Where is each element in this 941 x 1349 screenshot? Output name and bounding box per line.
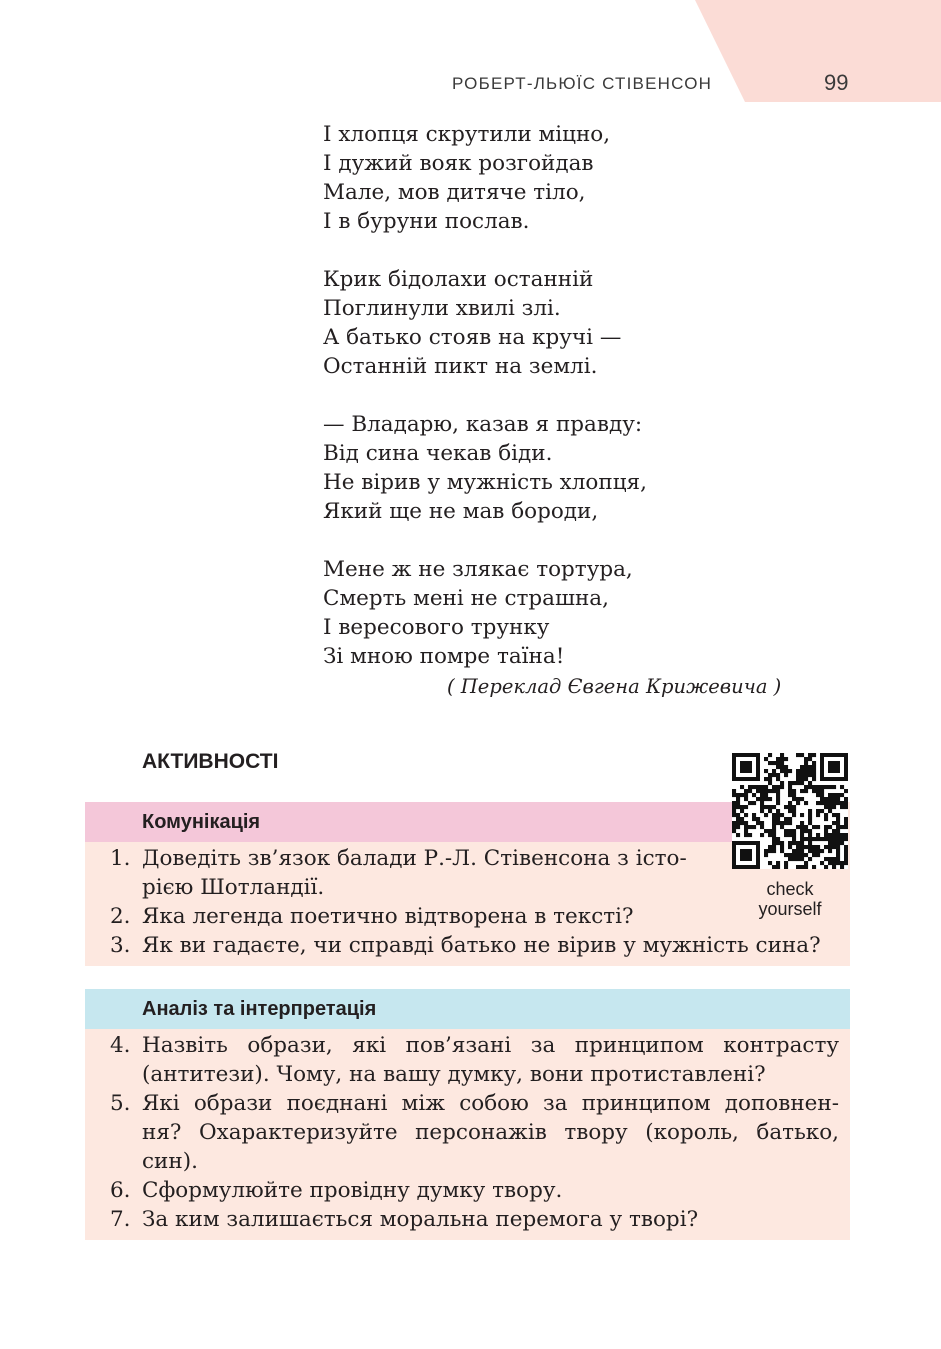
question-line: рією Шотландії. xyxy=(142,875,325,900)
question-line: (антитези). Чому, на вашу думку, вони протиставлені? xyxy=(142,1062,766,1087)
qr-code-icon[interactable] xyxy=(732,753,848,869)
question-line: Як ви гадаєте, чи справді батько не вірив у мужність сина? xyxy=(142,933,821,958)
stanza xyxy=(323,120,647,236)
stanza xyxy=(323,555,647,671)
page-number: 99 xyxy=(824,70,849,95)
poem-line: Поглинули хвилі злі. xyxy=(323,296,561,321)
qr-caption-line: check xyxy=(766,879,814,899)
question-line: син). xyxy=(142,1149,198,1174)
poem-line: Не вірив у мужність хлопця, xyxy=(323,470,647,495)
question-number: 3. xyxy=(110,933,131,958)
question-line: Назвіть образи, які пов’язані за принципом контрасту xyxy=(142,1033,839,1058)
poem-line: Який ще не мав бороди, xyxy=(323,499,599,524)
stanza xyxy=(323,410,647,526)
qr-caption xyxy=(731,879,849,919)
qr-caption-line: yourself xyxy=(758,899,822,919)
qr-code-block[interactable] xyxy=(731,753,849,919)
section-heading: Комунікація xyxy=(85,802,783,842)
question-item xyxy=(85,1031,850,1089)
poem-line: — Владарю, казав я правду: xyxy=(323,412,643,437)
question-line: Яка легенда поетично відтворена в тексті? xyxy=(142,904,634,929)
question-line: Сформулюйте провідну думку твору. xyxy=(142,1178,563,1203)
question-item xyxy=(85,1205,850,1234)
poem-line: Від сина чекав біди. xyxy=(323,441,553,466)
poem-line: Смерть мені не страшна, xyxy=(323,586,609,611)
poem xyxy=(323,120,647,700)
question-number: 1. xyxy=(110,846,131,871)
question-line: ня? Охарактеризуйте персонажів твору (король, батько, xyxy=(142,1120,839,1145)
question-line: За ким залишається моральна перемога у творі? xyxy=(142,1207,699,1232)
question-number: 7. xyxy=(110,1207,131,1232)
poem-line: Зі мною помре таїна! xyxy=(323,644,565,669)
question-item xyxy=(85,1176,850,1205)
translator-credit: ( Переклад Євгена Крижевича ) xyxy=(447,675,782,698)
question-number: 4. xyxy=(110,1033,131,1058)
question-line: Які образи поєднані між собою за принципом доповнен- xyxy=(142,1091,839,1116)
section-heading: Аналіз та інтерпретація xyxy=(85,989,850,1029)
question-line: Доведіть зв’язок балади Р.-Л. Стівенсона з істо- xyxy=(142,846,687,871)
poem-line: І вересового трунку xyxy=(323,615,550,640)
question-item xyxy=(85,931,850,960)
poem-line: Останній пикт на землі. xyxy=(323,354,598,379)
poem-line: І в буруни послав. xyxy=(323,209,530,234)
question-list xyxy=(85,1029,850,1240)
poem-line: І хлопця скрутили міцно, xyxy=(323,122,611,147)
poem-line: Крик бідолахи останній xyxy=(323,267,594,292)
question-number: 5. xyxy=(110,1091,131,1116)
question-number: 6. xyxy=(110,1178,131,1203)
stanza xyxy=(323,265,647,381)
poem-line: І дужий вояк розгойдав xyxy=(323,151,594,176)
activities-title: АКТИВНОСТІ xyxy=(142,750,279,773)
poem-line: Мале, мов дитяче тіло, xyxy=(323,180,586,205)
poem-line: А батько стояв на кручі — xyxy=(323,325,622,350)
question-number: 2. xyxy=(110,904,131,929)
poem-line: Мене ж не злякає тортура, xyxy=(323,557,633,582)
running-head: РОБЕРТ-ЛЬЮЇС СТІВЕНСОН xyxy=(452,74,713,93)
section-analysis xyxy=(85,989,850,1240)
question-item xyxy=(85,1089,850,1176)
